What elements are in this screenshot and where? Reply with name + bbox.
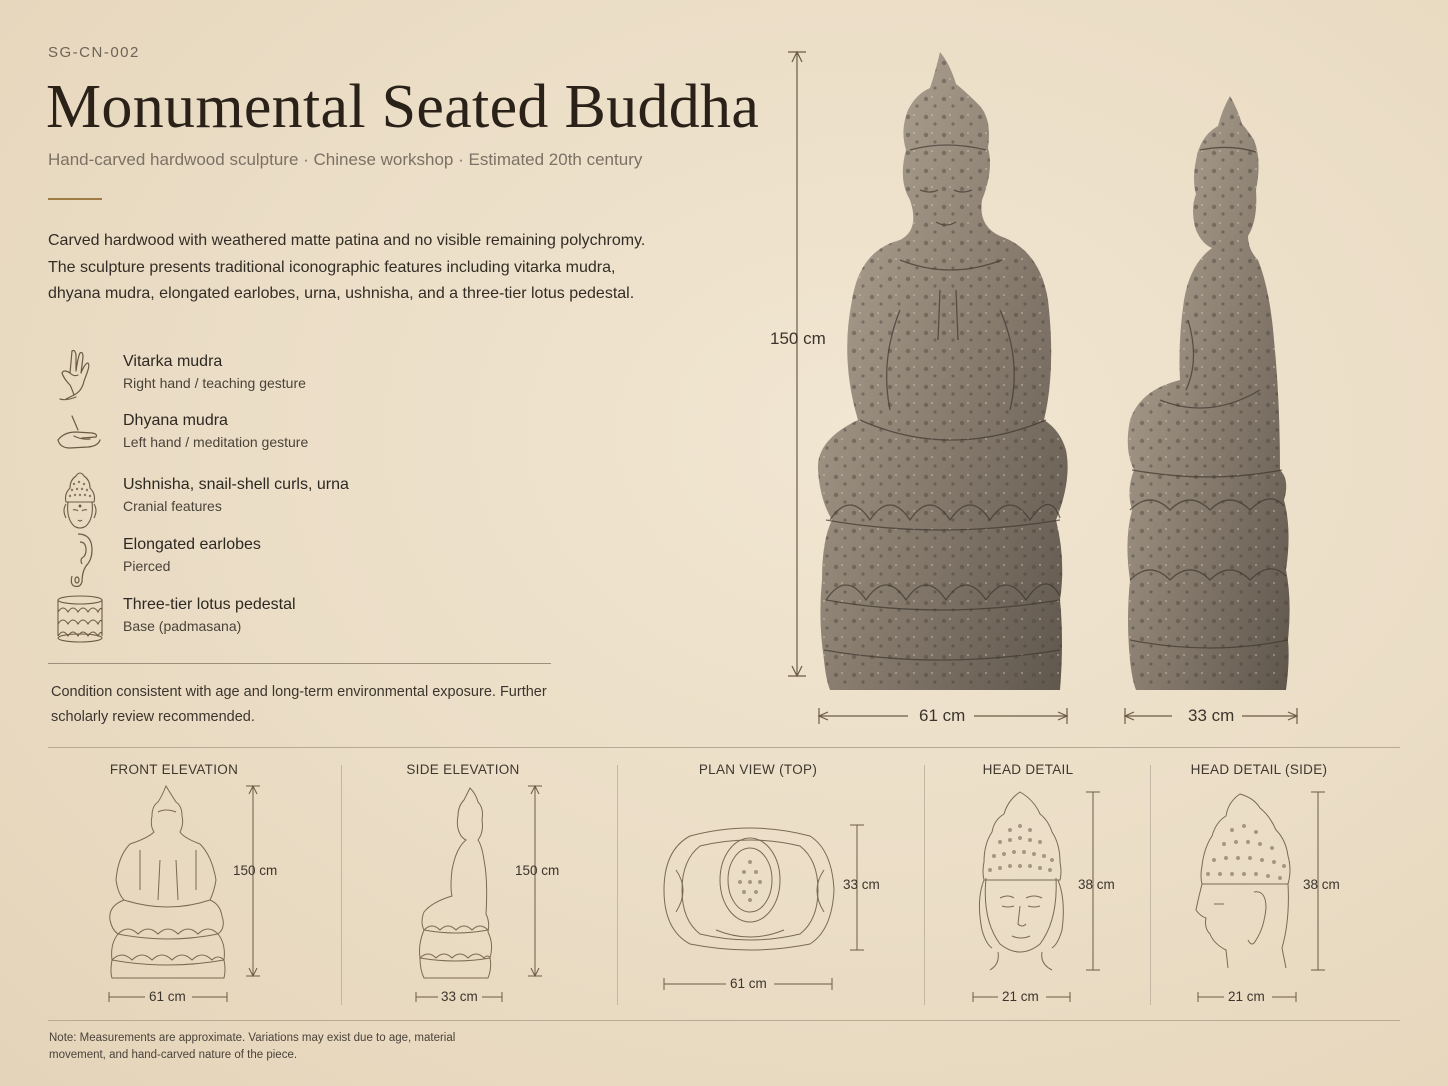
description-text: Carved hardwood with weathered matte patina and no visible remaining polychromy. The sculpture presents traditional iconographic features including vitarka mudra, dhyana mudra, elongated earlobes, urna, ushnisha, and a three-tier lotus pedestal. bbox=[48, 232, 646, 302]
plan-depth-label: 33 cm bbox=[843, 877, 880, 892]
main-side-depth-label: 33 cm bbox=[1188, 706, 1235, 725]
feature-desc: Base (padmasana) bbox=[123, 618, 242, 634]
catalog-code: SG-CN-002 bbox=[48, 44, 140, 61]
feature-name: Vitarka mudra bbox=[123, 353, 223, 370]
side-width-label: 33 cm bbox=[441, 989, 478, 1004]
head-side-height-label: 38 cm bbox=[1303, 877, 1340, 892]
head-side-width-label: 21 cm bbox=[1228, 989, 1265, 1004]
feature-name: Ushnisha, snail-shell curls, urna bbox=[123, 476, 349, 493]
feature-desc: Right hand / teaching gesture bbox=[123, 375, 306, 391]
panel-title-front: FRONT ELEVATION bbox=[109, 762, 239, 777]
panel-title-head-side: HEAD DETAIL (SIDE) bbox=[1190, 762, 1328, 777]
main-front-width-label: 61 cm bbox=[919, 706, 966, 725]
page-title: Monumental Seated Buddha bbox=[46, 73, 760, 141]
front-width-label: 61 cm bbox=[149, 989, 186, 1004]
feature-desc: Left hand / meditation gesture bbox=[123, 434, 309, 450]
head-detail-side-drawing bbox=[1196, 794, 1290, 968]
feature-desc: Cranial features bbox=[123, 498, 222, 514]
panel-title-plan: PLAN VIEW (TOP) bbox=[698, 762, 818, 777]
feature-name: Three-tier lotus pedestal bbox=[123, 596, 296, 613]
page-subtitle: Hand-carved hardwood sculpture · Chinese workshop · Estimated 20th century bbox=[48, 150, 643, 169]
panel-title-side: SIDE ELEVATION bbox=[406, 762, 520, 777]
side-elevation-drawing bbox=[420, 788, 492, 978]
head-height-label: 38 cm bbox=[1078, 877, 1115, 892]
footnote: Note: Measurements are approximate. Variations may exist due to age, material movement, and hand-carved nature of the piece. bbox=[49, 1032, 456, 1061]
front-height-label: 150 cm bbox=[233, 863, 278, 878]
head-detail-drawing bbox=[979, 792, 1063, 970]
feature-name: Dhyana mudra bbox=[123, 412, 228, 429]
feature-name: Elongated earlobes bbox=[123, 536, 261, 553]
panel-title-head: HEAD DETAIL bbox=[982, 762, 1074, 777]
main-height-label: 150 cm bbox=[770, 329, 826, 348]
front-elevation-drawing bbox=[110, 786, 225, 978]
side-height-label: 150 cm bbox=[515, 863, 560, 878]
condition-note: Condition consistent with age and long-term environmental exposure. Further scholarly review recommended. bbox=[51, 684, 547, 725]
plan-view-drawing bbox=[664, 828, 834, 950]
plan-width-label: 61 cm bbox=[730, 976, 767, 991]
footer-divider bbox=[48, 1020, 1400, 1021]
feature-desc: Pierced bbox=[123, 558, 171, 574]
head-width-label: 21 cm bbox=[1002, 989, 1039, 1004]
